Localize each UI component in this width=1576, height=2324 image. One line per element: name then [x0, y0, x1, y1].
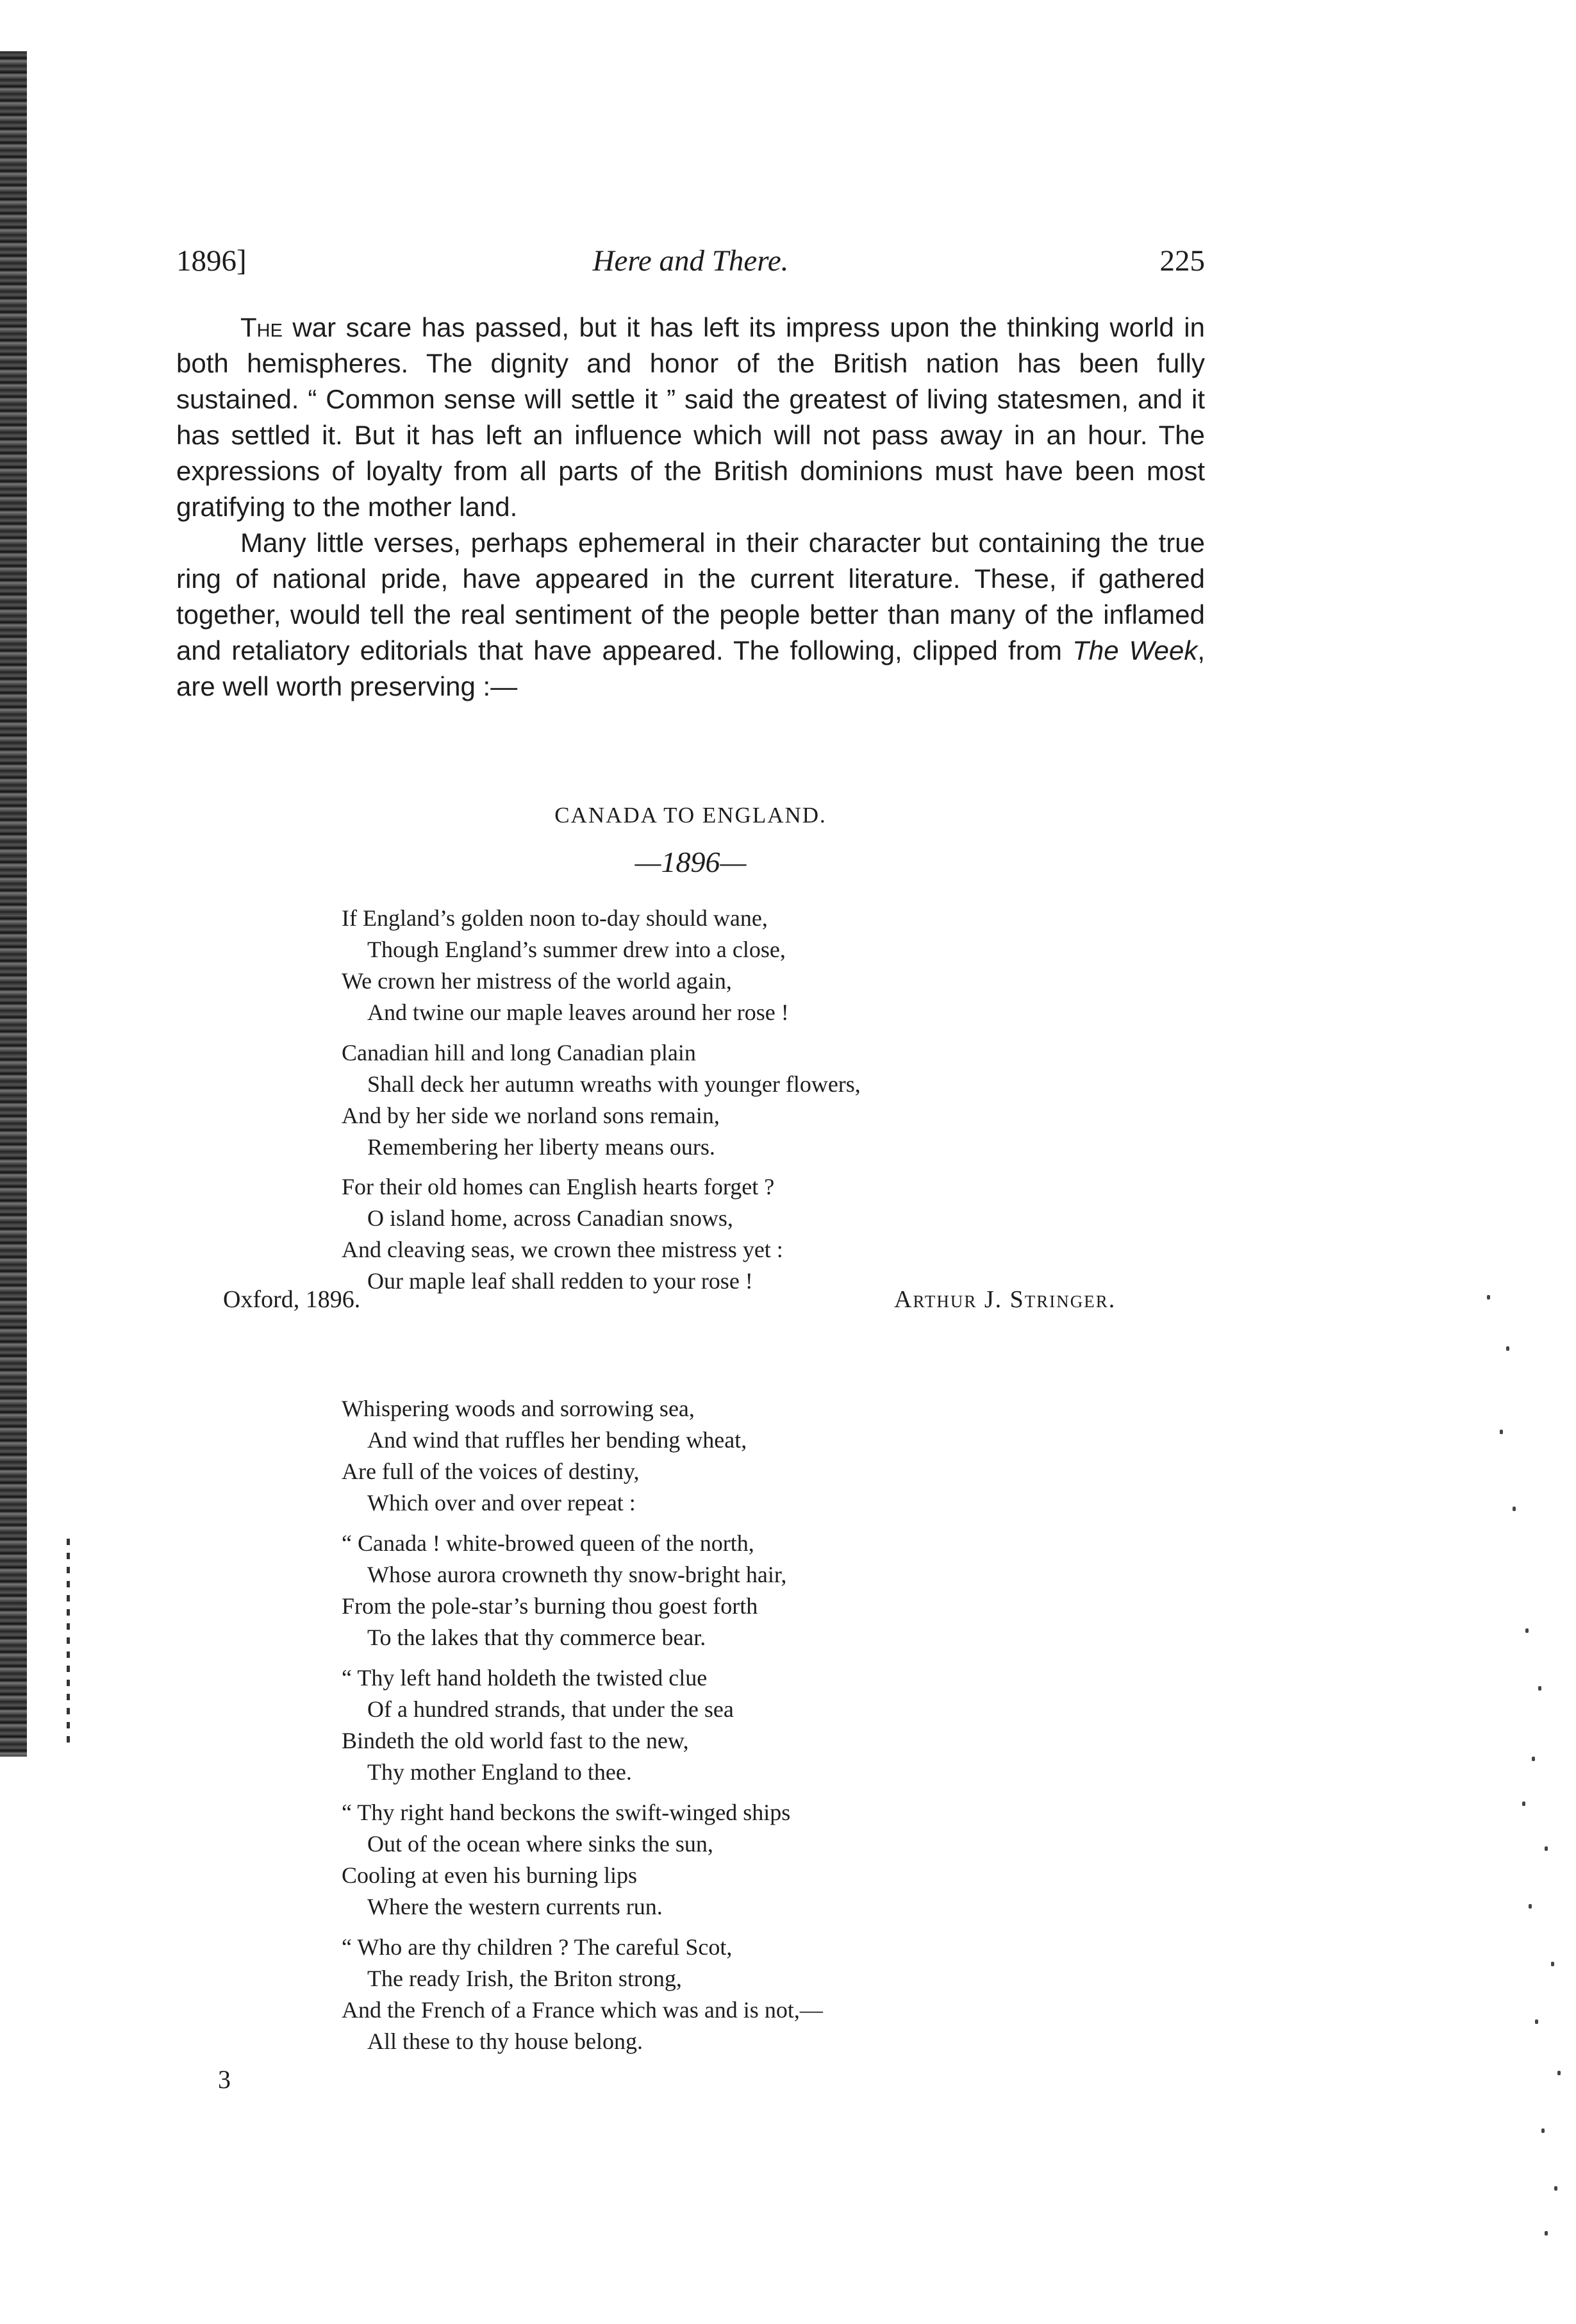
- periodical-title: The Week: [1072, 635, 1198, 665]
- poem1-stanza-3: [342, 1171, 783, 1297]
- prose-body: [176, 310, 1205, 705]
- verse-line: And wind that ruffles her bending wheat,: [367, 1427, 747, 1453]
- verse-line: Are full of the voices of destiny,: [342, 1459, 640, 1484]
- paragraph-1: [176, 310, 1205, 525]
- poem-author: Arthur J. Stringer.: [894, 1286, 1116, 1313]
- verse-line: And cleaving seas, we crown thee mistress yet :: [342, 1237, 783, 1262]
- signature-mark: 3: [218, 2065, 231, 2094]
- poem2-stanza-2: [342, 1528, 786, 1653]
- verse-line: “ Thy right hand beckons the swift-winged ships: [342, 1800, 791, 1825]
- poem2-stanza-4: [342, 1797, 790, 1923]
- verse-line: And twine our maple leaves around her rose !: [367, 999, 789, 1025]
- poem-title: CANADA TO ENGLAND.: [554, 803, 827, 828]
- paragraph-2-end: , are well worth preserving :—: [176, 635, 1205, 701]
- verse-line: Where the western currents run.: [367, 1894, 663, 1919]
- verse-line: Out of the ocean where sinks the sun,: [367, 1831, 713, 1857]
- poem-place-date: Oxford, 1896.: [223, 1286, 361, 1313]
- verse-line: “ Thy left hand holdeth the twisted clue: [342, 1665, 708, 1691]
- verse-line: Which over and over repeat :: [367, 1490, 636, 1516]
- verse-line: We crown her mistress of the world again,: [342, 968, 732, 994]
- verse-line: Cooling at even his burning lips: [342, 1862, 637, 1888]
- paragraph-2: [176, 525, 1205, 705]
- verse-line: And the French of a France which was and is not,—: [342, 1997, 823, 2023]
- verse-line: The ready Irish, the Briton strong,: [367, 1966, 682, 1991]
- paragraph-1-text: war scare has passed, but it has left its impress upon the thinking world in both hemispheres. The dignity and honor of the British nation has been fully sustained. “ Common sense will settle it ” said the greatest of living statesmen, and it has settled it. But it has left an influence which will not pass away in an hour. The expressions of loyalty from all parts of the British dominions must have been most gratifying to the mother land.: [176, 312, 1205, 522]
- header-year: 1896]: [176, 244, 247, 278]
- verse-line: “ Who are thy children ? The careful Scot,: [342, 1934, 733, 1960]
- binding-edge-shadow: [0, 51, 27, 1757]
- verse-line: To the lakes that thy commerce bear.: [367, 1625, 706, 1650]
- poem-date: —1896—: [635, 846, 747, 878]
- verse-line: Whispering woods and sorrowing sea,: [342, 1396, 695, 1421]
- poem1-stanza-1: [342, 903, 789, 1028]
- verse-line: O island home, across Canadian snows,: [367, 1205, 733, 1231]
- verse-line: Canadian hill and long Canadian plain: [342, 1040, 696, 1066]
- verse-line: All these to thy house belong.: [367, 2028, 643, 2054]
- verse-line: Bindeth the old world fast to the new,: [342, 1728, 689, 1753]
- verse-line: “ Canada ! white-browed queen of the north,: [342, 1530, 754, 1556]
- verse-line: Thy mother England to thee.: [367, 1759, 632, 1785]
- poem2-stanza-1: [342, 1393, 747, 1519]
- verse-line: Though England’s summer drew into a close,: [367, 937, 786, 962]
- verse-line: From the pole-star’s burning thou goest forth: [342, 1593, 758, 1619]
- verse-line: If England’s golden noon to-day should wane,: [342, 905, 768, 931]
- verse-line: For their old homes can English hearts forget ?: [342, 1174, 775, 1200]
- verse-line: Our maple leaf shall redden to your rose !: [367, 1268, 753, 1294]
- running-header: [176, 244, 1205, 282]
- verse-line: Shall deck her autumn wreaths with younger flowers,: [367, 1071, 861, 1097]
- paragraph-2-text: Many little verses, perhaps ephemeral in their character but containing the true ring of national pride, have appeared in the current literature. These, if gathered together, would tell the real sentiment of the people better than many of the inflamed and retaliatory editorials that have appeared. The following, clipped from: [176, 528, 1205, 665]
- verse-line: Of a hundred strands, that under the sea: [367, 1696, 734, 1722]
- poem2-stanza-5: [342, 1932, 823, 2057]
- verse-line: Whose aurora crowneth thy snow-bright hair,: [367, 1562, 787, 1587]
- poem2-stanza-3: [342, 1662, 734, 1788]
- header-title: Here and There.: [592, 244, 789, 278]
- verse-line: And by her side we norland sons remain,: [342, 1103, 720, 1128]
- page-edge-specks: [1468, 1295, 1570, 2295]
- paragraph-1-lead: The: [240, 312, 283, 342]
- poem1-stanza-2: [342, 1037, 861, 1163]
- page-number: 225: [1159, 244, 1205, 278]
- binding-edge-marks: [67, 1539, 70, 1744]
- verse-line: Remembering her liberty means ours.: [367, 1134, 715, 1160]
